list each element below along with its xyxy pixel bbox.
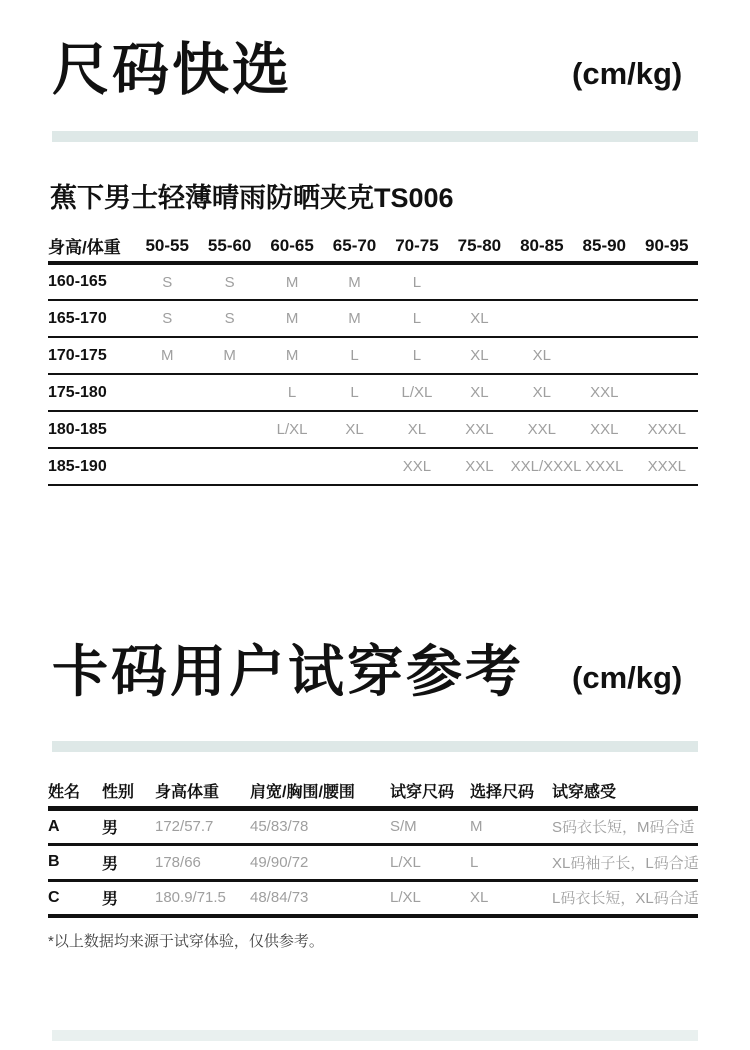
size-cell: M <box>285 310 299 327</box>
height-range-label: 165-170 <box>48 309 107 327</box>
size-cell <box>573 263 635 300</box>
table-row <box>48 844 698 880</box>
table-row <box>48 880 698 916</box>
size-cell: L/XL <box>276 421 308 438</box>
accent-bar-bottom <box>52 1030 698 1041</box>
table-row <box>48 337 698 374</box>
size-cell: L/XL <box>401 384 433 401</box>
size-cell: XXL <box>465 458 494 475</box>
size-cell: L <box>412 273 422 291</box>
size-cell: M <box>348 273 361 291</box>
fit-reference-unit-label: (cm/kg) <box>572 660 683 695</box>
size-cell: XXL <box>402 458 432 475</box>
table-row <box>48 300 698 337</box>
accent-bar-middle <box>52 741 698 752</box>
column-header: 姓名 <box>48 783 81 801</box>
size-cell <box>261 448 323 485</box>
chosen-size: M <box>470 818 483 835</box>
size-cell: XL <box>470 347 489 364</box>
column-header: 85-90 <box>582 235 627 255</box>
column-header: 试穿感受 <box>552 783 617 801</box>
fit-feedback: XL码袖子长，L码合适 <box>552 854 699 872</box>
column-header: 选择尺码 <box>470 783 535 801</box>
size-cell: S <box>162 273 173 291</box>
size-cell: L <box>412 310 422 327</box>
column-header: 试穿尺码 <box>390 783 455 801</box>
size-cell: S <box>224 273 235 291</box>
size-cell <box>136 374 198 411</box>
tester-name: B <box>48 853 60 870</box>
product-name: 蕉下男士轻薄晴雨防晒夹克TS006 <box>50 183 454 213</box>
tester-name: C <box>48 888 60 906</box>
fit-reference-title: 卡码用户试穿参考 <box>52 640 524 703</box>
table-row <box>48 808 698 844</box>
size-cell <box>323 448 385 485</box>
column-header: 90-95 <box>645 235 689 255</box>
size-cell: XL <box>532 347 552 364</box>
size-cell <box>636 374 699 411</box>
tester-gender: 男 <box>102 855 119 873</box>
size-cell <box>511 263 573 300</box>
fit-feedback: L码衣长短，XL码合适 <box>552 890 699 908</box>
tried-size: S/M <box>390 818 417 835</box>
chosen-size: L <box>470 853 479 871</box>
size-cell: XXXL <box>647 421 686 438</box>
tester-measurements: 45/83/78 <box>250 818 309 835</box>
fit-feedback: S码衣长短，M码合适 <box>552 819 695 836</box>
size-cell: S <box>224 310 235 327</box>
height-range-label: 180-185 <box>48 420 107 438</box>
size-cell: XL <box>470 384 489 401</box>
size-cell <box>573 300 635 337</box>
tried-size: L/XL <box>390 853 421 871</box>
size-chart-table <box>48 230 698 486</box>
size-cell <box>573 337 635 374</box>
size-cell: L <box>350 347 359 364</box>
size-chart-title: 尺码快选 <box>52 38 292 102</box>
height-range-label: 170-175 <box>48 346 107 364</box>
tester-name: A <box>48 817 60 835</box>
column-header: 身高/体重 <box>48 238 121 257</box>
size-cell: XL <box>532 384 552 401</box>
size-cell: XXL <box>590 384 619 401</box>
table-row <box>48 448 698 485</box>
size-cell: M <box>348 310 361 327</box>
fit-reference-header-row <box>48 775 698 808</box>
size-cell: S <box>162 310 173 327</box>
column-header: 性别 <box>102 783 135 801</box>
tester-measurements: 48/84/73 <box>250 889 309 907</box>
size-cell: XXL <box>590 421 619 438</box>
size-cell: XL <box>345 421 364 438</box>
size-cell <box>198 448 260 485</box>
fit-reference-table <box>48 775 698 918</box>
size-cell <box>636 263 699 300</box>
size-cell <box>448 263 510 300</box>
size-chart-unit-label: (cm/kg) <box>572 56 683 91</box>
column-header: 80-85 <box>520 235 564 255</box>
size-cell <box>636 300 699 337</box>
size-cell: L <box>287 384 297 401</box>
tester-height-weight: 180.9/71.5 <box>155 889 226 907</box>
height-range-label: 160-165 <box>48 273 107 290</box>
size-cell: M <box>285 273 299 291</box>
column-header: 身高体重 <box>155 783 220 801</box>
tester-gender: 男 <box>102 891 119 909</box>
column-header: 75-80 <box>457 235 502 255</box>
tester-measurements: 49/90/72 <box>250 853 309 871</box>
size-cell: M <box>160 347 174 364</box>
tester-height-weight: 178/66 <box>155 853 201 871</box>
size-cell <box>636 337 699 374</box>
column-header: 65-70 <box>332 235 377 255</box>
table-row <box>48 411 698 448</box>
column-header: 55-60 <box>207 235 252 255</box>
disclaimer-footnote: *以上数据均来源于试穿体验，仅供参考。 <box>48 933 324 950</box>
size-cell: L <box>350 384 359 401</box>
column-header: 50-55 <box>145 235 189 255</box>
size-cell: XXL <box>465 421 494 438</box>
height-range-label: 175-180 <box>48 383 107 401</box>
column-header: 肩宽/胸围/腰围 <box>250 783 355 801</box>
size-cell <box>136 448 198 485</box>
height-range-label: 185-190 <box>48 457 107 475</box>
tester-height-weight: 172/57.7 <box>155 818 214 835</box>
accent-bar-top <box>52 131 698 142</box>
size-cell: L <box>412 347 422 364</box>
size-cell <box>511 300 573 337</box>
column-header: 60-65 <box>270 235 314 255</box>
size-cell: XXL/XXXL <box>510 458 582 475</box>
size-cell: XXXL <box>585 458 624 475</box>
column-header: 70-75 <box>395 235 439 255</box>
tester-gender: 男 <box>102 820 119 837</box>
size-cell: M <box>285 347 299 364</box>
tried-size: L/XL <box>390 889 421 907</box>
size-cell <box>198 411 260 448</box>
size-cell <box>198 374 260 411</box>
size-cell <box>136 411 198 448</box>
size-cell: XL <box>407 421 427 438</box>
table-row <box>48 263 698 300</box>
size-cell: XXXL <box>647 458 686 475</box>
size-cell: XL <box>470 310 489 327</box>
size-cell: XXL <box>527 421 557 438</box>
chosen-size: XL <box>470 889 489 907</box>
size-chart-header-row <box>48 230 698 263</box>
size-cell: M <box>223 347 236 364</box>
table-row <box>48 374 698 411</box>
